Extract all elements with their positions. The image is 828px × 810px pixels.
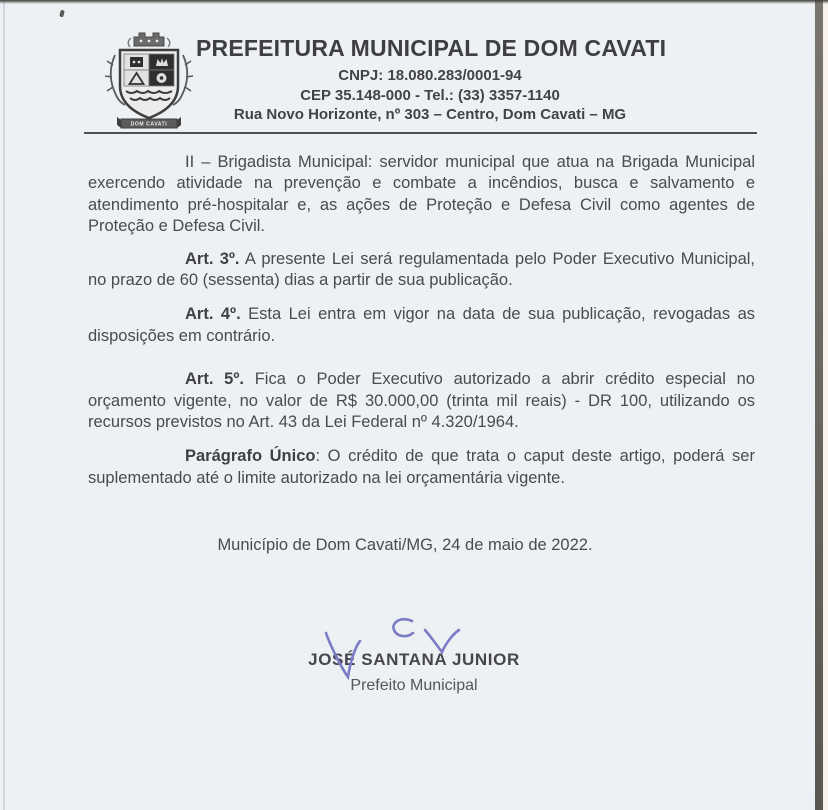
signatory-role: Prefeito Municipal — [350, 676, 478, 694]
signature-ink-icon — [316, 611, 462, 685]
paragraph-text: Esta Lei entra em vigor na data de sua publicação, revogadas as disposições em contrário. — [88, 305, 755, 345]
scan-edge-right-shadow — [815, 0, 823, 810]
article-lead: Art. 3º. — [185, 249, 240, 268]
document-body — [0, 152, 828, 696]
paragraph-text: II – Brigadista Municipal: servidor municipal que atua na Brigada Municipal exercendo atividade na prevenção e combate a incêndios, busca e salvamento e atendimento pré-hospitalar e, as ações de Proteção e Defesa Civil como agentes de Proteção e Defesa Civil. — [88, 152, 755, 236]
paragraph-art-5 — [88, 369, 755, 434]
org-cep-tel: CEP 35.148-000 - Tel.: (33) 3357-1140 — [300, 86, 560, 104]
date-line: Município de Dom Cavati/MG, 24 de maio de 2022. — [217, 536, 593, 555]
org-address: Rua Novo Horizonte, nº 303 – Centro, Dom Cavati – MG — [233, 106, 627, 123]
letterhead-divider — [84, 132, 757, 134]
org-cnpj: CNPJ: 18.080.283/0001-94 — [338, 67, 522, 84]
signature-block — [0, 649, 828, 696]
signatory-name: JOSÉ SANTANA JUNIOR — [308, 649, 520, 669]
paragraph-art-4 — [88, 304, 755, 347]
paragraph-paragrafo-unico — [88, 446, 755, 489]
article-lead: Parágrafo Único — [185, 447, 316, 466]
scan-edge-top — [0, 0, 828, 4]
scan-edge-right-margin — [823, 0, 828, 810]
org-title: PREFEITURA MUNICIPAL DE DOM CAVATI — [196, 35, 667, 61]
article-lead: Art. 5º. — [185, 370, 244, 389]
paragraph-item-ii — [88, 152, 755, 238]
letterhead — [0, 0, 828, 134]
paragraph-text: A presente Lei será regulamentada pelo Poder Executivo Municipal, no prazo de 60 (sessenta) dias a partir de sua publicação. — [88, 249, 756, 290]
paragraph-text: Fica o Poder Executivo autorizado a abrir crédito especial no orçamento vigente, no valor de R$ 30.000,00 (trinta mil reais) - DR 100, utilizando os recursos previstos no Art. 43 da Lei Federal nº 4.320/1964. — [88, 370, 755, 432]
article-lead: Art. 4º. — [185, 305, 241, 324]
paragraph-text: : O crédito de que trata o caput deste artigo, poderá ser suplementado até o limite autorizado na lei orçamentária vigente. — [88, 447, 755, 487]
logo-banner-label: DOM CAVATI — [130, 121, 168, 128]
coat-of-arms-icon — [103, 27, 195, 131]
paragraph-art-3 — [88, 249, 755, 292]
